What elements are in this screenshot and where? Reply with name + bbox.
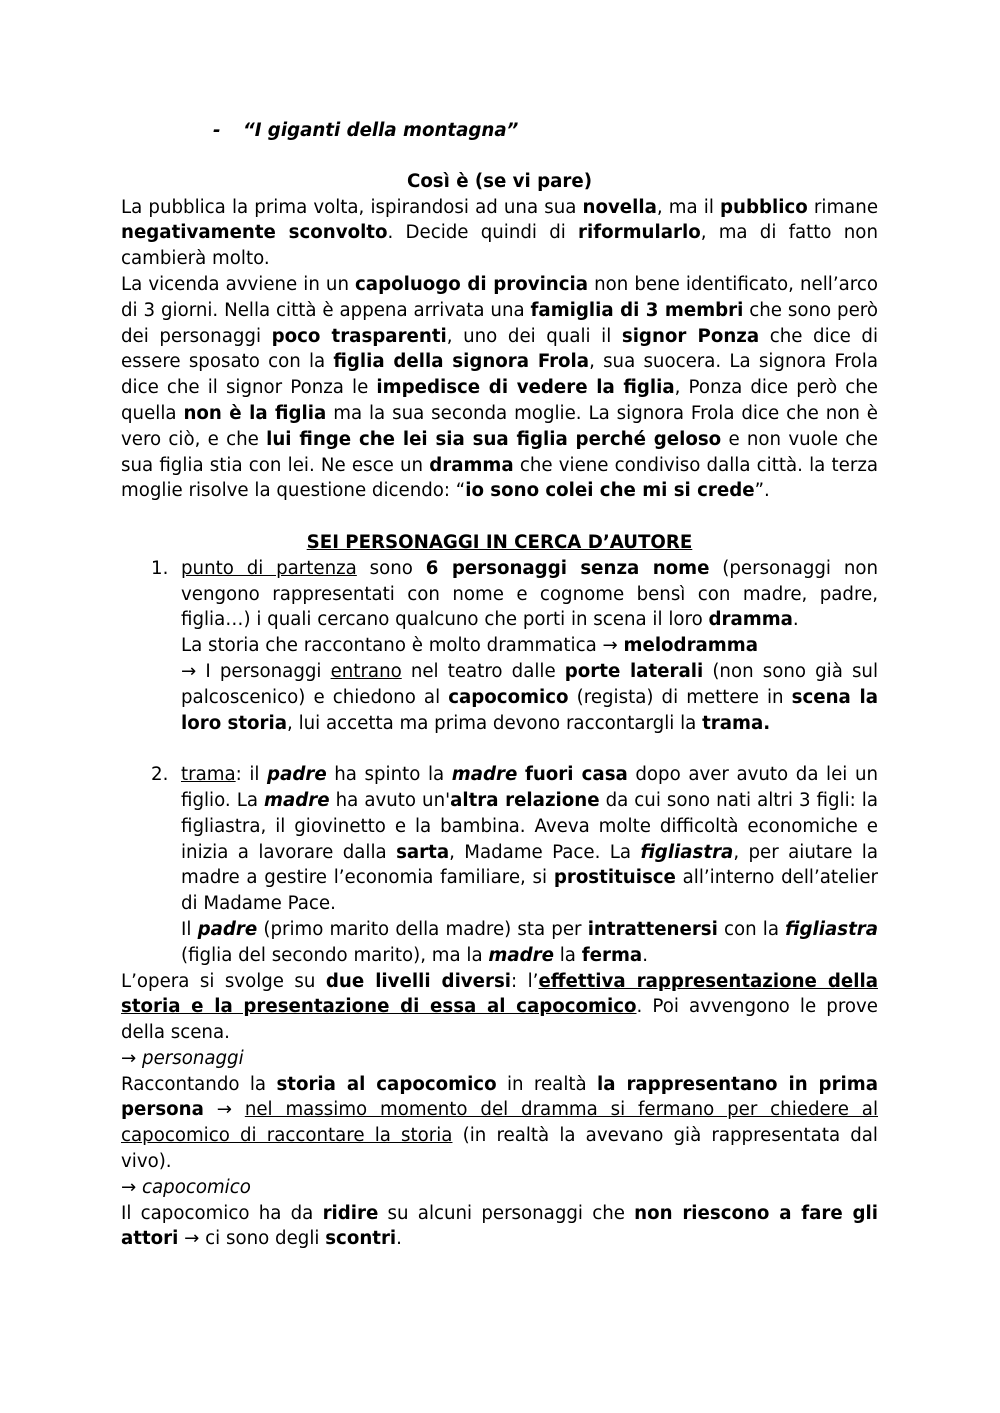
text-run: Raccontando la [121, 1073, 277, 1095]
paragraph [121, 195, 878, 272]
text-run: padre [267, 764, 327, 786]
text-run: entrano [330, 660, 402, 682]
text-run: ha spinto la [326, 764, 452, 786]
text-run: ridire [322, 1202, 379, 1224]
list-paragraph [181, 762, 878, 917]
text-run: . [792, 609, 799, 631]
text-run: nel teatro dalle [401, 660, 565, 682]
text-run: 6 personaggi senza nome [425, 557, 710, 579]
text-run: (non sono già sul palcoscenico) e chiedono al [181, 660, 879, 708]
text-run: trama. [702, 712, 771, 734]
bullet-dash: - [213, 120, 221, 141]
list-paragraph [181, 917, 878, 969]
text-run: ha avuto un' [329, 789, 451, 811]
text-run: . Decide quindi di [387, 222, 579, 244]
text-run: Il [181, 918, 198, 940]
text-run: L’opera si svolge su [121, 970, 326, 992]
text-run: impedisce di vedere la figlia [376, 377, 675, 399]
text-run: (personaggi non vengono rappresentati con nome e cognome bensì con madre, padre, figlia…) i quali cercano qualcuno che porti in scena il loro [181, 557, 878, 631]
text-run: io sono colei che mi si crede [465, 480, 755, 502]
bullet-title-line [121, 118, 878, 144]
text-run: → ci sono degli [178, 1228, 326, 1250]
text-run: signor Ponza [621, 325, 760, 347]
text-run: poco trasparenti [271, 325, 447, 347]
list-item [121, 762, 878, 968]
text-run: prostituisce [553, 867, 676, 889]
text-run: altra relazione [450, 789, 600, 811]
arrow-subheading-capocomico: → capocomico [121, 1176, 251, 1198]
text-run: madre [488, 944, 554, 966]
text-run: su alcuni personaggi che [378, 1202, 635, 1224]
text-run: , per aiutare la madre a gestire l’economia familiare, si [181, 841, 878, 889]
text-run: fuori casa [524, 764, 628, 786]
text-run: (primo marito della madre) sta per [257, 918, 588, 940]
text-run: ferma [581, 944, 643, 966]
text-run: storia al capocomico [276, 1073, 497, 1095]
paragraph [121, 1201, 878, 1253]
text-run: la rappresentano in prima persona [121, 1073, 878, 1121]
list-number: 1. [151, 557, 169, 579]
text-run: non riescono a fare gli attori [121, 1202, 879, 1250]
list-item [121, 556, 878, 762]
text-run: da cui sono nati altri 3 figli: la figliastra, il giovinetto e la bambina. Aveva molte difficoltà economiche e inizia a lavorare dalla [181, 789, 879, 863]
text-run: scontri [325, 1228, 397, 1250]
text-run: Il capocomico ha da [121, 1202, 323, 1224]
paragraph [121, 969, 878, 1046]
text-run: La vicenda avviene in un [121, 273, 356, 295]
text-run: dramma [708, 609, 793, 631]
text-run: , ma il [656, 196, 721, 218]
text-run: due livelli diversi [325, 970, 512, 992]
text-run: che viene condiviso dalla città. la terza moglie risolve la questione dicendo: “ [121, 454, 879, 502]
text-run: punto di partenza [181, 557, 357, 579]
text-run: che dice di essere sposato con la [121, 325, 878, 373]
text-run: e non vuole che sua figlia stia con lei. Ne esce un [121, 428, 879, 476]
text-run: → I personaggi [181, 660, 331, 682]
text-run: (in realtà la avevano già rappresentata dal vivo). [121, 1125, 878, 1173]
text-run: . [396, 1228, 402, 1250]
text-run: dramma [429, 454, 514, 476]
document-body [121, 118, 878, 1252]
text-run: porte laterali [564, 660, 704, 682]
text-run: con la [717, 918, 786, 940]
text-run: negativamente sconvolto [121, 222, 388, 244]
text-run: . Poi avvengono le prove della scena. [121, 996, 878, 1044]
text-run: La pubblica la prima volta, ispirandosi ad una sua [121, 196, 583, 218]
text-run: la [553, 944, 582, 966]
text-run [517, 764, 525, 785]
text-run: padre [197, 918, 258, 940]
text-run: non è la figlia [183, 402, 327, 424]
text-run: famiglia di 3 membri [530, 299, 744, 321]
text-run: (regista) di mettere in [568, 686, 792, 708]
text-run: capocomico [448, 686, 569, 708]
numbered-list [121, 556, 878, 969]
text-run: → [203, 1099, 245, 1121]
arrow-subheading-personaggi: → personaggi [121, 1047, 244, 1069]
bullet-title: “I giganti della montagna” [243, 120, 519, 141]
text-run: all’interno dell’atelier di Madame Pace. [181, 867, 878, 915]
text-run: novella [582, 196, 657, 218]
text-run: , Madame Pace. La [449, 841, 641, 863]
section-heading-sei-personaggi: SEI PERSONAGGI IN CERCA D’AUTORE [306, 531, 693, 553]
spacer [121, 504, 878, 530]
text-run: : il [235, 764, 268, 786]
text-run: lui finge che lei sia sua figlia perché geloso [266, 428, 722, 450]
text-run: effettiva rappresentazione della storia e la presentazione di essa al capocomico [121, 970, 878, 1018]
text-run: : l’ [511, 970, 539, 992]
text-run: non bene identificato, nell’arco di 3 giorni. Nella città è appena arrivata una [121, 273, 878, 321]
text-run: melodramma [623, 635, 758, 657]
text-run: sono [356, 557, 426, 579]
text-run: ”. [754, 480, 770, 502]
text-run: trama [181, 764, 236, 786]
paragraph [121, 1072, 878, 1175]
text-run: madre [264, 789, 330, 811]
text-run: , ma di fatto non cambierà molto. [121, 222, 878, 270]
text-run: pubblico [720, 196, 808, 218]
text-run: riformularlo [578, 222, 701, 244]
text-run: figliastra [785, 918, 879, 940]
list-number: 2. [151, 764, 169, 786]
text-run: (figlia del secondo marito), ma la [181, 944, 489, 966]
text-run: . [642, 944, 648, 966]
text-run: sarta [396, 841, 450, 863]
text-run: figlia della signora Frola [333, 351, 590, 373]
text-run: dopo aver avuto da lei un figlio. La [181, 764, 879, 811]
list-paragraph [181, 556, 878, 633]
text-run: che sono però dei personaggi [121, 299, 878, 347]
text-run: intrattenersi [587, 918, 718, 940]
text-run: rimane [807, 196, 879, 218]
paragraph [121, 272, 878, 504]
text-run: scena la loro storia [181, 686, 878, 734]
text-run: , sua suocera. La signora Frola dice che il signor Ponza le [121, 351, 879, 399]
text-run: capoluogo di provincia [355, 273, 589, 295]
list-paragraph [181, 659, 878, 736]
section-heading-cosi-e: Così è (se vi pare) [406, 170, 593, 192]
text-run: La storia che raccontano è molto drammatica → [181, 635, 624, 657]
text-run: ma la sua seconda moglie. La signora Frola dice che non è vero ciò, e che [121, 402, 878, 450]
text-run: , Ponza dice però che quella [121, 377, 878, 424]
text-run: , lui accetta ma prima devono raccontargli la [287, 712, 703, 734]
text-run: nel massimo momento del dramma si fermano per chiedere al capocomico di raccontare la storia [121, 1099, 878, 1147]
list-paragraph [181, 633, 878, 659]
text-run: madre [451, 764, 518, 786]
text-run: in realtà [496, 1073, 598, 1095]
text-run: , uno dei quali il [446, 325, 622, 347]
text-run: figliastra [640, 841, 734, 863]
spacer [181, 736, 878, 762]
